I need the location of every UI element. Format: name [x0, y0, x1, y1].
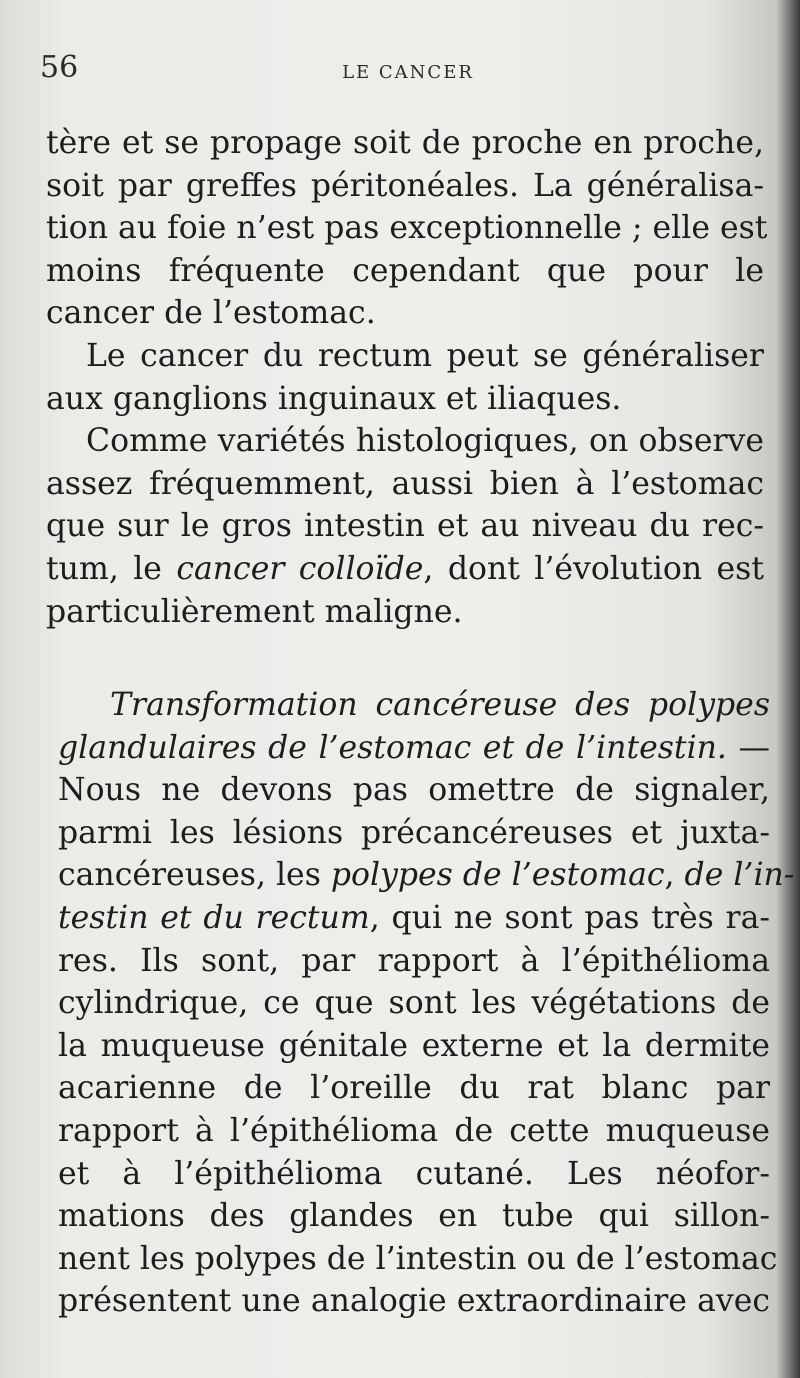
italic-term: testin et du rectum — [58, 899, 370, 936]
text-line — [58, 897, 770, 940]
em-dash: — — [726, 729, 770, 766]
text-line: parmi les lésions précancéreuses et juxta- — [58, 814, 770, 851]
text-run: , — [664, 857, 685, 894]
text-line: Le cancer du rectum peut se généraliser — [86, 337, 764, 374]
text-line: et à l’épithélioma cutané. Les néofor- — [58, 1155, 770, 1192]
section-heading-line — [58, 684, 770, 727]
text-line: cancer de l’estomac. — [46, 295, 376, 332]
text-line: particulièrement maligne. — [46, 593, 463, 630]
text-run: , dont l’évolution est — [423, 550, 764, 587]
section-heading-line — [58, 727, 770, 770]
text-line: nent les polypes de l’intestin ou de l’estomac — [58, 1240, 778, 1277]
text-line: rapport à l’épithélioma de cette muqueuse — [58, 1112, 770, 1149]
text-line: cylindrique, ce que sont les végétations de — [58, 985, 770, 1022]
text-line: que sur le gros intestin et au niveau du rec- — [46, 508, 764, 545]
page-number: 56 — [40, 50, 79, 85]
italic-term: cancer colloïde — [176, 550, 424, 587]
text-line: Comme variétés histologiques, on observe — [86, 423, 764, 460]
text-block-lower — [58, 684, 795, 1323]
text-line: acarienne de l’oreille du rat blanc par — [58, 1070, 770, 1107]
text-line: tion au foie n’est pas exceptionnelle ; elle est — [46, 210, 768, 247]
text-run: cancéreuses, les — [58, 857, 331, 894]
text-line: aux ganglions inguinaux et iliaques. — [46, 380, 622, 417]
text-line: la muqueuse génitale externe et la dermite — [58, 1027, 770, 1064]
text-line: mations des glandes en tube qui sillon- — [58, 1198, 770, 1235]
text-block-upper — [46, 122, 768, 633]
text-line: présentent une analogie extraordinaire avec — [58, 1283, 770, 1320]
text-line: moins fréquente cependant que pour le — [46, 252, 764, 289]
text-line: assez fréquemment, aussi bien à l’estomac — [46, 465, 764, 502]
italic-term: de l’in- — [684, 857, 795, 894]
text-line — [58, 854, 795, 897]
italic-term: polypes de l’estomac — [330, 857, 665, 894]
text-line: soit par greffes péritonéales. La généralisa- — [46, 167, 764, 204]
text-run: , qui ne sont pas très ra- — [369, 899, 770, 936]
text-line: res. Ils sont, par rapport à l’épithélioma — [58, 942, 770, 979]
text-line: Nous ne devons pas omettre de signaler, — [58, 772, 770, 809]
running-title: LE CANCER — [342, 62, 474, 83]
section-heading: Transformation cancéreuse des polypes — [110, 687, 770, 723]
text-run: tum, le — [46, 550, 177, 587]
text-line: tère et se propage soit de proche en proche, — [46, 125, 764, 161]
text-line — [46, 548, 764, 591]
section-heading: glandulaires de l’estomac et de l’intestin. — [58, 729, 727, 766]
